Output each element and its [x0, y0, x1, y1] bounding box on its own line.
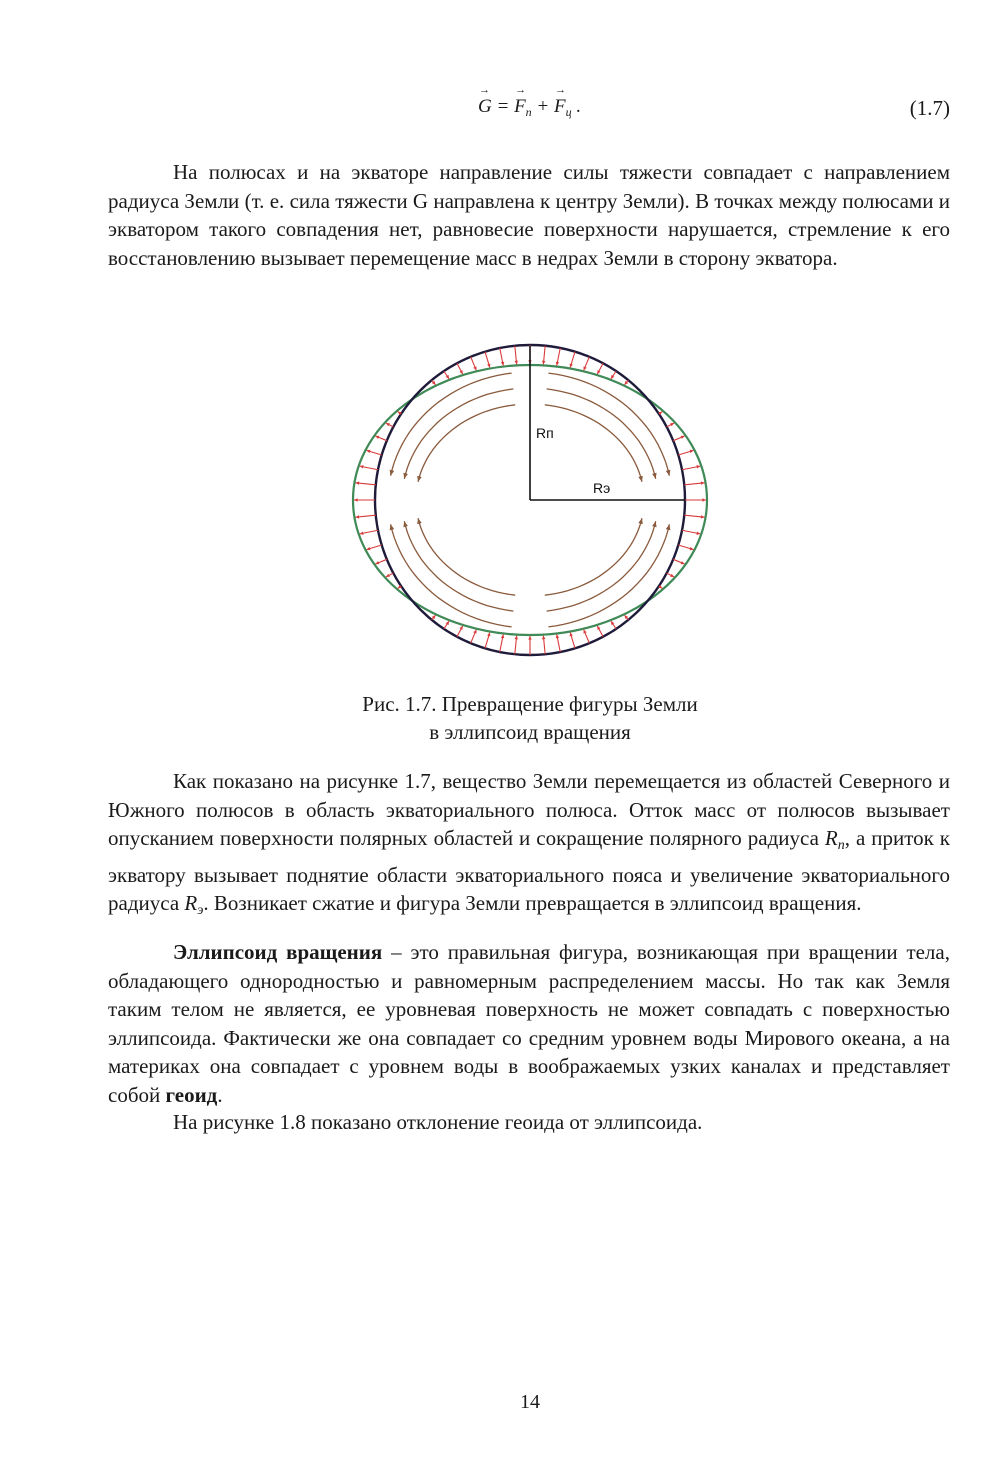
- formula-end: .: [571, 96, 582, 117]
- red-arrowhead: [542, 361, 545, 365]
- flow-arc: [391, 524, 512, 627]
- formula-expression: [478, 96, 581, 120]
- flow-arc: [547, 389, 656, 479]
- red-arrowhead: [515, 636, 518, 640]
- flow-arc: [404, 389, 513, 479]
- term-ellipsoid: Эллипсоид вращения: [173, 940, 383, 964]
- p2-text-b: , а приток к экватору вызывает поднятие области экваториального пояса и увеличение экваториального радиуса: [108, 826, 951, 915]
- red-arrowhead: [556, 635, 560, 639]
- red-arrowhead: [501, 362, 505, 366]
- flow-arc: [404, 521, 513, 611]
- label-equatorial-radius: Rэ: [593, 480, 611, 496]
- figure-caption-line1: Рис. 1.7. Превращение фигуры Земли: [362, 692, 698, 716]
- vector-f-n: → F: [514, 96, 526, 118]
- symbol-r-equatorial-sub: э: [197, 903, 204, 918]
- figure-caption-line2: в эллипсоид вращения: [429, 720, 631, 744]
- formula-1-7: [0, 96, 1000, 126]
- red-arrowhead: [501, 635, 505, 639]
- p3-text-b: .: [217, 1082, 223, 1107]
- red-arrowhead: [556, 362, 560, 366]
- vector-g: → G: [478, 96, 492, 118]
- term-geoid: геоид: [165, 1082, 218, 1107]
- red-arrowhead: [515, 361, 518, 365]
- formula-sub-c: ц: [565, 105, 572, 119]
- p2-text-a: Как показано на рисунке 1.7, вещество Земли перемещается из областей Северного и Южного полюсов в область экваториального полюса. Отток масс от полюсов вызывает опусканием поверхности полярных областей и сокращение полярного радиуса: [108, 769, 950, 850]
- symbol-r-equatorial: R: [184, 891, 198, 915]
- page-number: 14: [520, 1391, 540, 1413]
- red-arrowhead: [702, 498, 706, 501]
- formula-plus: +: [531, 96, 554, 117]
- symbol-r-polar-sub: п: [837, 838, 845, 853]
- red-arrowhead: [354, 498, 358, 501]
- red-arrowhead: [528, 636, 531, 640]
- symbol-r-polar: R: [824, 826, 838, 850]
- paragraph-figure-reference: На рисунке 1.8 показано отклонение геоида от эллипсоида.: [173, 1110, 703, 1134]
- p2-text-c: . Возникает сжатие и фигура Земли превращается в эллипсоид вращения.: [203, 891, 862, 915]
- p3-text-a: – это правильная фигура, возникающая при вращении тела, обладающего однородностью и равномерным распределением массы. Но так как Земля таким телом не является, ее уровневая поверхность не может совпадать с поверхностью эллипсоида. Фактически же она совпадает со средним уровнем воды Мирового океана, а на материках она совпадает с уровнем воды в воображаемых узких каналах и представляет собой: [108, 940, 950, 1107]
- label-polar-radius: Rп: [536, 425, 554, 441]
- flow-arc: [391, 373, 512, 476]
- paragraph-ellipsoid-definition: [108, 938, 950, 1109]
- flow-arc: [548, 373, 669, 476]
- flow-arc: [418, 405, 515, 482]
- formula-sub-n: п: [525, 105, 532, 119]
- flow-arc: [545, 518, 642, 595]
- paragraph-mass-flow: [108, 767, 950, 926]
- red-arrowhead: [542, 636, 545, 640]
- paragraph-gravity: На полюсах и на экваторе направление силы тяжести совпадает с направлением радиуса Земли (т. е. сила тяжести G направлена к центру Земли). В точках между полюсами и экватором такого совпадения нет, равновесие поверхности нарушается, стремление к его восстановлению вызывает перемещение масс в недрах Земли в сторону экватора.: [108, 160, 950, 270]
- figure-earth-ellipsoid: [340, 338, 720, 668]
- formula-equals: =: [491, 96, 515, 117]
- flow-arc: [418, 518, 515, 595]
- vector-f-c: → F: [554, 96, 566, 118]
- flow-arc: [548, 524, 669, 627]
- formula-number: (1.7): [909, 96, 950, 120]
- flow-arc: [547, 521, 656, 611]
- flow-arc: [545, 405, 642, 482]
